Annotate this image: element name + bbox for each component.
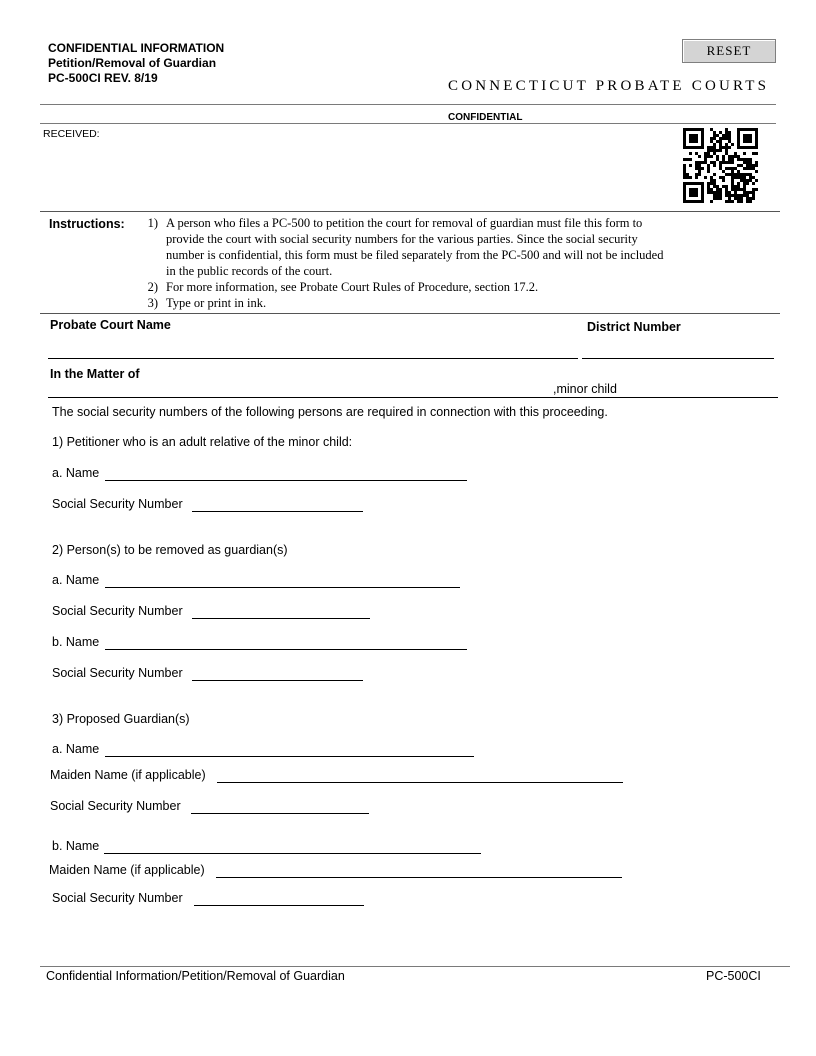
section3-a-ssn-label: Social Security Number bbox=[50, 799, 181, 813]
proposed-guardian-a-name-input[interactable] bbox=[105, 741, 474, 757]
instruction-number: 2) bbox=[147, 280, 158, 294]
proposed-guardian-a-ssn-input[interactable] bbox=[191, 798, 369, 814]
section3-b-ssn-label: Social Security Number bbox=[52, 891, 183, 905]
probate-court-name-label: Probate Court Name bbox=[50, 318, 171, 332]
minor-child-suffix: ,minor child bbox=[553, 382, 617, 396]
instruction-number: 3) bbox=[147, 296, 158, 310]
form-title-confidential: CONFIDENTIAL INFORMATION bbox=[48, 41, 225, 55]
proposed-guardian-b-ssn-input[interactable] bbox=[194, 890, 364, 906]
section2-a-ssn-label: Social Security Number bbox=[52, 604, 183, 618]
received-divider bbox=[40, 123, 776, 124]
intro-text: The social security numbers of the following persons are required in connection with this proceeding. bbox=[52, 405, 608, 419]
form-title-petition: Petition/Removal of Guardian bbox=[48, 56, 217, 70]
district-number-label: District Number bbox=[587, 320, 681, 334]
instruction-line: Type or print in ink. bbox=[166, 296, 267, 310]
section3-b-name-label: b. Name bbox=[52, 839, 100, 853]
footer-title: Confidential Information/Petition/Removal of Guardian bbox=[46, 969, 345, 983]
section1-name-label: a. Name bbox=[52, 466, 100, 480]
petitioner-name-input[interactable] bbox=[105, 465, 467, 481]
instructions-list bbox=[140, 215, 760, 315]
header-divider bbox=[40, 104, 776, 105]
proposed-guardian-b-maiden-input[interactable] bbox=[216, 862, 622, 878]
section2-b-ssn-label: Social Security Number bbox=[52, 666, 183, 680]
in-the-matter-of-label: In the Matter of bbox=[50, 367, 140, 381]
instruction-line: A person who files a PC-500 to petition the court for removal of guardian must file this form to bbox=[166, 216, 643, 230]
section1-ssn-label: Social Security Number bbox=[52, 497, 183, 511]
instruction-line: provide the court with social security numbers for the various parties. Since the social security bbox=[166, 232, 638, 246]
removed-guardian-a-name-input[interactable] bbox=[105, 572, 460, 588]
probate-court-name-input[interactable] bbox=[48, 343, 578, 359]
section3-a-maiden-label: Maiden Name (if applicable) bbox=[50, 768, 206, 782]
footer-divider bbox=[40, 966, 790, 967]
removed-guardian-b-name-input[interactable] bbox=[105, 634, 467, 650]
received-label: RECEIVED: bbox=[43, 128, 100, 140]
confidential-label: CONFIDENTIAL bbox=[448, 112, 523, 123]
section2-a-name-label: a. Name bbox=[52, 573, 100, 587]
section2-heading: 2) Person(s) to be removed as guardian(s) bbox=[52, 543, 288, 557]
proposed-guardian-b-name-input[interactable] bbox=[104, 838, 481, 854]
instruction-number: 1) bbox=[147, 216, 158, 230]
instructions-top-divider bbox=[40, 211, 780, 212]
section3-heading: 3) Proposed Guardian(s) bbox=[52, 712, 190, 726]
instruction-line: in the public records of the court. bbox=[166, 264, 333, 278]
minor-child-name-input[interactable] bbox=[48, 382, 553, 398]
proposed-guardian-a-maiden-input[interactable] bbox=[217, 767, 623, 783]
court-system-name: CONNECTICUT PROBATE COURTS bbox=[448, 78, 770, 94]
instructions-bottom-divider bbox=[40, 313, 780, 314]
footer-form-code: PC-500CI bbox=[706, 969, 761, 983]
qr-code-icon bbox=[683, 128, 758, 203]
matter-underline bbox=[48, 397, 778, 398]
district-number-input[interactable] bbox=[582, 343, 774, 359]
removed-guardian-a-ssn-input[interactable] bbox=[192, 603, 370, 619]
section3-a-name-label: a. Name bbox=[52, 742, 100, 756]
instructions-label: Instructions: bbox=[49, 217, 125, 231]
form-number: PC-500CI REV. 8/19 bbox=[48, 71, 158, 85]
reset-button[interactable]: RESET bbox=[682, 39, 776, 63]
petitioner-ssn-input[interactable] bbox=[192, 496, 363, 512]
removed-guardian-b-ssn-input[interactable] bbox=[192, 665, 363, 681]
section2-b-name-label: b. Name bbox=[52, 635, 100, 649]
instruction-line: number is confidential, this form must be filed separately from the PC-500 and will not be included bbox=[166, 248, 664, 262]
instruction-line: For more information, see Probate Court Rules of Procedure, section 17.2. bbox=[166, 280, 539, 294]
section1-heading: 1) Petitioner who is an adult relative of the minor child: bbox=[52, 435, 353, 449]
section3-b-maiden-label: Maiden Name (if applicable) bbox=[49, 863, 205, 877]
